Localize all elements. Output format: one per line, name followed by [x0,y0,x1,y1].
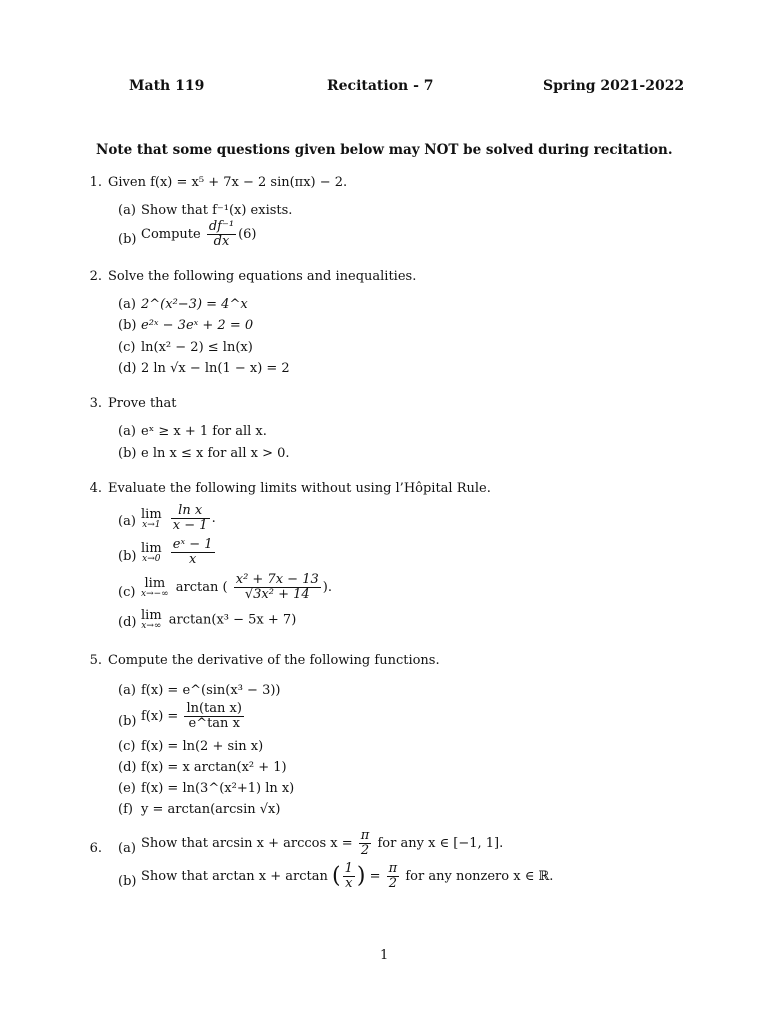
q4a-tail: . [211,511,216,526]
q3a-text: eˣ ≥ x + 1 for all x. [141,424,267,439]
q5b-expression [141,702,246,731]
q5-number: 5. [89,653,102,668]
q4c-expression [141,573,332,602]
q4b-label: (b) [118,549,137,564]
q4c-limit [141,577,169,599]
q5f-text: y = arctan(arcsin √x) [141,802,281,817]
q5b-denominator: e^tan x [188,716,240,731]
q6b-numerator: π [388,861,398,876]
q4c-denominator: √3x² + 14 [244,587,310,602]
q5-text: Compute the derivative of the following functions. [108,653,440,668]
q6-number: 6. [89,841,102,856]
q4b-expression [141,538,217,567]
q6b-label: (b) [118,874,137,889]
q1a-label: (a) [118,203,136,218]
q2c-text: ln(x² − 2) ≤ ln(x) [141,340,253,355]
q5e-label: (e) [118,781,136,796]
page-number: 1 [380,948,389,963]
q4b-lim-sub: x→0 [142,553,161,564]
q6b-fraction [387,862,400,891]
q1b-text: Compute [141,227,201,242]
q6b-expression [141,862,553,891]
q6a-tail: for any x ∈ [−1, 1]. [377,836,504,851]
term: Spring 2021-2022 [543,78,685,94]
q4b-numerator: eˣ − 1 [172,537,213,552]
q6a-prefix: Show that arcsin x + arccos x = [141,836,353,851]
q5c-text: f(x) = ln(2 + sin x) [141,739,264,754]
q4d-limit [141,609,162,631]
q4b-fraction [171,538,215,567]
q4c-tail: ). [322,580,332,595]
q4d-lim-sub: x→∞ [141,621,162,631]
q5a-label: (a) [118,683,136,698]
q6a-expression [141,829,503,858]
q3-number: 3. [89,396,102,411]
q1-number: 1. [89,175,102,190]
q4b-limit [141,542,162,564]
q1b-fraction [207,220,236,249]
q5d-text: f(x) = x arctan(x² + 1) [141,760,287,775]
q4a-fraction [171,504,210,533]
q1b-expression [141,220,257,249]
q2-number: 2. [89,269,102,284]
q6a-numerator: π [360,828,370,843]
q5b-label: (b) [118,714,137,729]
note: Note that some questions given below may NOT be solved during recitation. [96,142,673,158]
q5b-fraction [184,702,244,731]
q6a-label: (a) [118,841,136,856]
q4c-fraction [234,573,321,602]
recitation-title: Recitation - 7 [327,78,434,94]
q3b-text: e ln x ≤ x for all x > 0. [141,446,290,461]
q1b-tail: (6) [238,227,257,242]
q4c-lim-sub: x→−∞ [141,588,169,599]
q6b-equals: = [369,869,381,884]
q5b-prefix: f(x) = [141,709,179,724]
q4d-label: (d) [118,615,137,630]
course-name: Math 119 [129,78,205,94]
q4c-lim-word: lim [144,575,166,591]
q4a-denominator: x − 1 [172,518,208,533]
q1b-denominator: dx [213,234,230,249]
q4a-lim-sub: x→1 [142,519,161,530]
q2b-text: e²ˣ − 3eˣ + 2 = 0 [141,318,254,333]
q1a-text: Show that f⁻¹(x) exists. [141,203,293,218]
q4b-lim-word: lim [141,540,162,556]
q5b-numerator: ln(tan x) [186,701,242,716]
q1-text: Given f(x) = x⁵ + 7x − 2 sin(πx) − 2. [108,175,348,190]
q6b-left-paren: ( [332,863,341,889]
q6b-tail: for any nonzero x ∈ ℝ. [405,869,554,884]
q4c-numerator: x² + 7x − 13 [235,572,319,587]
q6a-denominator: 2 [360,843,370,858]
q4-number: 4. [89,481,102,496]
q6b-inner-numerator: 1 [344,861,353,876]
q1b-label: (b) [118,232,137,247]
q4a-lim-word: lim [141,506,162,522]
q2d-text: 2 ln √x − ln(1 − x) = 2 [141,361,290,376]
q6b-denominator: 2 [388,876,398,891]
q6b-right-paren: ) [356,863,366,889]
q4b-denominator: x [189,552,197,567]
q4d-expression [141,609,296,631]
q4a-expression [141,504,216,533]
q2a-label: (a) [118,297,136,312]
q5c-label: (c) [118,739,136,754]
q2a-text: 2^(x²−3) = 4^x [141,297,248,312]
q6b-inner-denominator: x [345,876,353,891]
q5e-text: f(x) = ln(3^(x²+1) ln x) [141,781,295,796]
q2c-label: (c) [118,340,136,355]
q5a-text: f(x) = e^(sin(x³ − 3)) [141,683,281,698]
q3-text: Prove that [108,396,177,411]
q5d-label: (d) [118,760,137,775]
q4a-label: (a) [118,514,136,529]
q2b-label: (b) [118,318,137,333]
q4c-prefix: arctan ( [175,580,228,595]
q4a-numerator: ln x [171,504,210,519]
q6b-inner-fraction [343,862,355,891]
q4c-label: (c) [118,585,136,600]
q2-text: Solve the following equations and inequalities. [108,269,417,284]
q2d-label: (d) [118,361,137,376]
q6b-prefix: Show that arctan x + arctan [141,869,328,884]
q5f-label: (f) [118,802,133,817]
q4d-text: arctan(x³ − 5x + 7) [168,612,297,628]
q4d-lim-word: lim [141,608,162,623]
q1b-numerator: df⁻¹ [208,219,235,234]
q4-text: Evaluate the following limits without using l’Hôpital Rule. [108,481,491,496]
q4a-limit [141,508,162,530]
q6a-fraction [359,829,372,858]
q3b-label: (b) [118,446,137,461]
q3a-label: (a) [118,424,136,439]
